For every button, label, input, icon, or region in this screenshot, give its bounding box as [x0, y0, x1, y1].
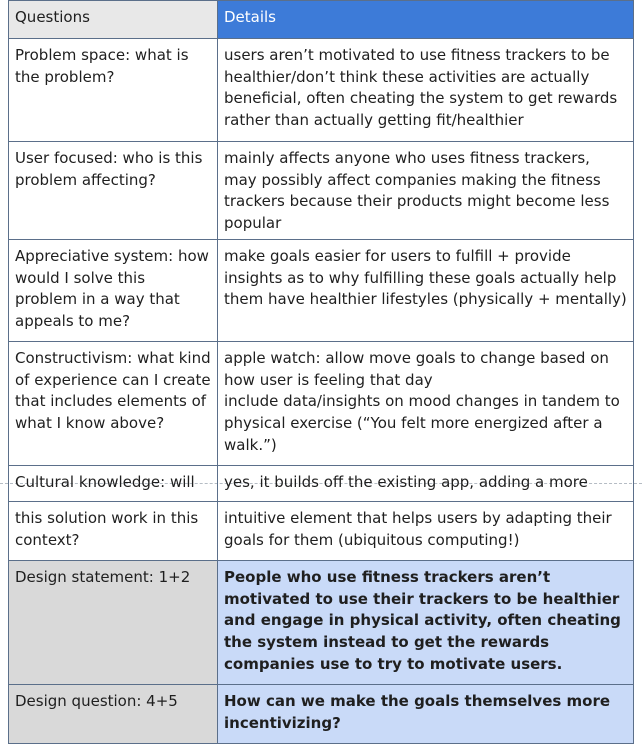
detail-cell: intuitive element that helps users by adapting their goals for them (ubiquitous computing!)	[218, 501, 634, 560]
table-row	[9, 465, 634, 501]
questions-details-table	[8, 0, 634, 744]
detail-line: apple watch: allow move goals to change based on how user is feeling that day	[224, 348, 609, 389]
detail-cell: make goals easier for users to fulfill + provide insights as to why fulfilling these goals actually help them have healthier lifestyles (physically + mentally)	[218, 239, 634, 341]
header-details: Details	[218, 1, 634, 39]
detail-cell: How can we make the goals themselves more incentivizing?	[218, 684, 634, 743]
detail-cell: mainly affects anyone who uses fitness trackers, may possibly affect companies making the fitness trackers because their products might become less popular	[218, 142, 634, 240]
question-cell: this solution work in this context?	[9, 501, 218, 560]
question-cell: Design statement: 1+2	[9, 560, 218, 684]
table-row	[9, 501, 634, 560]
question-cell: Cultural knowledge: will	[9, 465, 218, 501]
header-questions: Questions	[9, 1, 218, 39]
detail-cell: users aren’t motivated to use fitness trackers to be healthier/don’t think these activities are actually beneficial, often cheating the system to get rewards rather than actually getting fit/healthier	[218, 39, 634, 142]
detail-cell	[218, 341, 634, 465]
table-row	[9, 341, 634, 465]
table-row-design-statement	[9, 560, 634, 684]
detail-cell: People who use fitness trackers aren’t motivated to use their trackers to be healthier and engage in physical activity, often cheating the system instead to get the rewards companies use to try to motivate users.	[218, 560, 634, 684]
table-row	[9, 239, 634, 341]
question-cell: User focused: who is this problem affecting?	[9, 142, 218, 240]
table-row	[9, 39, 634, 142]
detail-cell: yes, it builds off the existing app, adding a more	[218, 465, 634, 501]
table-header-row	[9, 1, 634, 39]
table-row	[9, 142, 634, 240]
detail-line: include data/insights on mood changes in tandem to physical exercise (“You felt more energized after a walk.”)	[224, 392, 620, 454]
question-cell: Appreciative system: how would I solve this problem in a way that appeals to me?	[9, 239, 218, 341]
question-cell: Design question: 4+5	[9, 684, 218, 743]
question-cell: Constructivism: what kind of experience can I create that includes elements of what I know above?	[9, 341, 218, 465]
question-cell: Problem space: what is the problem?	[9, 39, 218, 142]
table-row-design-question	[9, 684, 634, 743]
